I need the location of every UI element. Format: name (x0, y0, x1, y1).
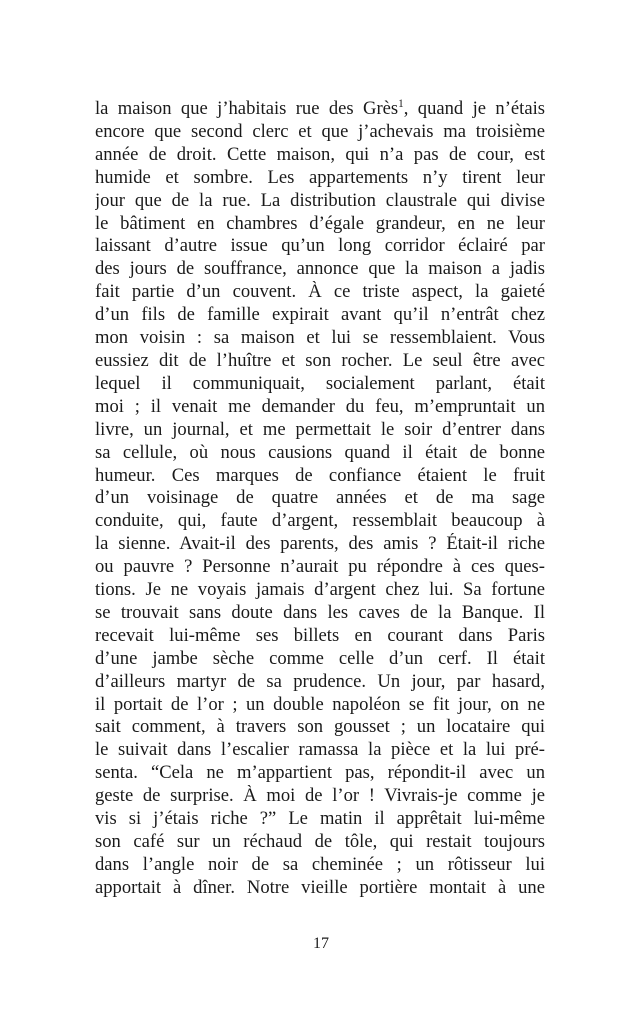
text-line: moi ; il venait me demander du feu, m’empruntait un (95, 395, 545, 417)
text-line: sa cellule, où nous causions quand il était de bonne (95, 441, 545, 463)
text-line: livre, un journal, et me permettait le soir d’entrer dans (95, 418, 545, 440)
text-line: conduite, qui, faute d’argent, ressemblait beaucoup à (95, 510, 545, 532)
footnote-marker[interactable]: 1 (398, 98, 404, 110)
text-line: le bâtiment en chambres d’égale grandeur, en ne leur (95, 212, 545, 234)
text-line: humeur. Ces marques de confiance étaient le fruit (95, 464, 545, 486)
text-line: vis si j’étais riche ?” Le matin il apprêtait lui-même (95, 808, 545, 830)
text-line (95, 98, 545, 121)
text-line: fait partie d’un couvent. À ce triste aspect, la gaieté (95, 281, 545, 303)
text-line: eussiez dit de l’huître et son rocher. Le seul être avec (95, 349, 545, 371)
text-line: année de droit. Cette maison, qui n’a pas de cour, est (95, 143, 545, 165)
text-line: tions. Je ne voyais jamais d’argent chez lui. Sa fortune (95, 579, 545, 601)
text-line: laissant d’autre issue qu’un long corridor éclairé par (95, 235, 545, 257)
text-line: d’une jambe sèche comme celle d’un cerf. Il était (95, 647, 545, 669)
text-line: le suivait dans l’escalier ramassa la pièce et la lui pré- (95, 739, 545, 761)
text-line: sait comment, à travers son gousset ; un locataire qui (95, 716, 545, 738)
text-line: d’un voisinage de quatre années et de ma sage (95, 487, 545, 509)
text-segment: , quand je n’étais (403, 98, 545, 119)
text-segment: la maison que j’habitais rue des Grès (95, 98, 399, 119)
text-line: il portait de l’or ; un double napoléon se fit jour, on ne (95, 693, 545, 715)
text-line: ou pauvre ? Personne n’aurait pu répondre à ces ques- (95, 556, 545, 578)
text-line: senta. “Cela ne m’appartient pas, répondit-il avec un (95, 762, 545, 784)
text-line: apportait à dîner. Notre vieille portière montait à une (95, 876, 545, 898)
text-line: des jours de souffrance, annonce que la maison a jadis (95, 258, 545, 280)
text-line: recevait lui-même ses billets en courant dans Paris (95, 624, 545, 646)
text-line: d’un fils de famille expirait avant qu’il n’entrât chez (95, 304, 545, 326)
text-line: dans l’angle noir de sa cheminée ; un rôtisseur lui (95, 853, 545, 875)
text-line: lequel il communiquait, socialement parlant, était (95, 372, 545, 394)
text-line: mon voisin : sa maison et lui se ressemblaient. Vous (95, 327, 545, 349)
text-line: d’ailleurs martyr de sa prudence. Un jour, par hasard, (95, 670, 545, 692)
text-line: encore que second clerc et que j’achevais ma troisième (95, 120, 545, 142)
text-line: se trouvait sans doute dans les caves de la Banque. Il (95, 601, 545, 623)
text-line: son café sur un réchaud de tôle, qui restait toujours (95, 831, 545, 852)
text-line: geste de surprise. À moi de l’or ! Vivrais-je comme je (95, 785, 545, 807)
text-line: la sienne. Avait-il des parents, des amis ? Était-il riche (95, 533, 545, 555)
text-line: jour que de la rue. La distribution claustrale qui divise (95, 189, 545, 211)
body-text (95, 98, 545, 900)
text-line: humide et sombre. Les appartements n’y tirent leur (95, 166, 545, 188)
page-number: 17 (313, 935, 329, 952)
